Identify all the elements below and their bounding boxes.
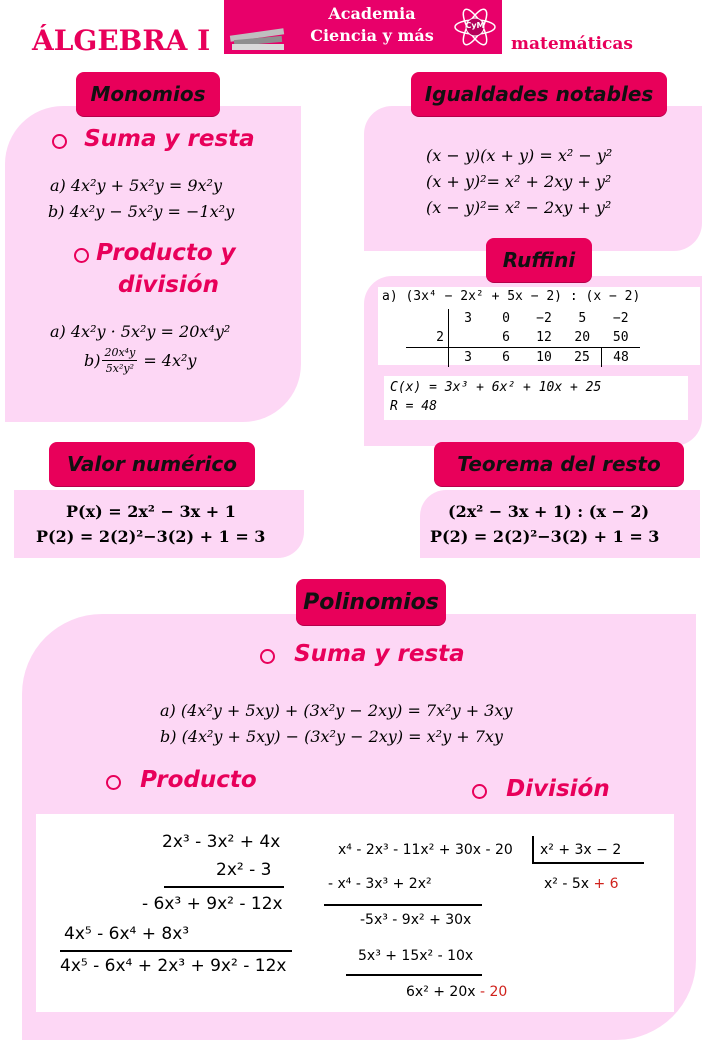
remainder-red-term: - 20 [480,984,508,1000]
producto-line-2: 2x² - 3 [216,860,272,880]
ruffini-cell [449,328,488,348]
logo-line-2: Ciencia y más [310,26,434,45]
producto-line-1: 2x³ - 3x² + 4x [162,832,281,852]
monomios-suma-a: a) 4x²y + 5x²y = 9x²y [50,176,222,195]
ruffini-quotient: C(x) = 3x³ + 6x² + 10x + 25 [390,380,602,395]
producto-line-5: 4x⁵ - 6x⁴ + 2x³ + 9x² - 12x [60,956,287,976]
ruffini-cell: 12 [536,330,552,345]
polinomios-label: Polinomios [296,579,446,625]
ruffini-table [406,309,640,367]
division-step-2: -5x³ - 9x² + 30x [360,912,472,928]
ruffini-cell: 3 [449,348,488,368]
academy-logo [224,0,502,54]
polinomios-producto-heading: Producto [106,767,257,793]
resto-line-1: (2x² − 3x + 1) : (x − 2) [448,502,650,521]
monomios-producto-heading-2: división [118,272,219,298]
ruffini-row-3 [406,348,640,368]
division-step-1: - x⁴ - 3x³ + 2x² [328,876,432,892]
bullet-icon [52,134,67,149]
polinomios-suma-a: a) (4x²y + 5xy) + (3x²y − 2xy) = 7x²y + 3xy [160,701,513,720]
division-step-3: 5x³ + 15x² - 10x [358,948,474,964]
page-title: ÁLGEBRA I [32,24,211,57]
division-dividend: x⁴ - 2x³ - 11x² + 30x - 20 [338,842,513,858]
division-quotient: x² - 5x + 6 [544,876,619,892]
resto-label: Teorema del resto [434,442,684,486]
igualdades-line-2: (x + y)²= x² + 2xy + y² [426,172,612,191]
ruffini-cell: 20 [574,330,591,345]
valor-line-1: P(x) = 2x² − 3x + 1 [66,502,236,521]
page-subtitle: matemáticas [511,34,633,54]
bullet-icon [260,649,275,664]
ruffini-cell: 0 [502,311,510,326]
igualdades-label: Igualdades notables [411,72,667,116]
igualdades-line-3: (x − y)²= x² − 2xy + y² [426,198,612,217]
producto-line-3: - 6x³ + 9x² - 12x [142,894,283,914]
logo-line-1: Academia [328,4,416,23]
producto-rule-1 [164,886,284,888]
division-divisor: x² + 3x − 2 [540,842,622,858]
producto-line-4: 4x⁵ - 6x⁴ + 8x³ [64,924,190,944]
ruffini-problem: a) (3x⁴ − 2x² + 5x − 2) : (x − 2) [382,289,641,304]
igualdades-line-1: (x − y)(x + y) = x² − y² [426,146,613,165]
ruffini-cell [406,348,449,368]
monomios-prod-a: a) 4x²y · 5x²y = 20x⁴y² [50,322,231,341]
ruffini-cell: 25 [563,348,602,368]
ruffini-cell: 6 [502,330,510,345]
ruffini-cell [406,309,449,328]
ruffini-cell: 2 [436,330,444,345]
logo-badge: CyM [465,21,485,30]
division-step-4: 6x² + 20x - 20 [406,984,508,1000]
monomios-prod-b: b) $\frac{\text{20x⁴y}}{\text{5x²y²}}$ = 4x²y [84,346,197,375]
ruffini-table-box [378,287,700,365]
valor-line-2: P(2) = 2(2)²−3(2) + 1 = 3 [36,527,266,546]
producto-rule-2 [60,950,292,952]
ruffini-label: Ruffini [486,238,592,282]
valor-panel [14,490,304,558]
polinomios-division-heading: División [472,776,610,802]
monomios-suma-b: b) 4x²y − 5x²y = −1x²y [48,202,235,221]
ruffini-row-2 [406,328,640,348]
bullet-icon [106,775,121,790]
ruffini-cell: 5 [578,311,587,326]
books-icon [230,22,286,50]
valor-label: Valor numérico [49,442,255,486]
atom-logo-icon [452,4,498,50]
ruffini-cell: 6 [487,348,525,368]
ruffini-cell: 10 [525,348,563,368]
resto-panel [420,490,700,558]
fraction: $\frac{\text{20x⁴y}}{\text{5x²y²}}$ [104,346,136,375]
division-bracket-horizontal [532,862,644,864]
division-rule-2 [346,974,482,976]
resto-line-2: P(2) = 2(2)²−3(2) + 1 = 3 [430,527,660,546]
bullet-icon [472,784,487,799]
ruffini-cell: 50 [612,330,629,345]
ruffini-remainder-cell: 48 [602,348,641,368]
monomios-suma-heading: Suma y resta [52,126,255,152]
division-rule-1 [324,904,482,906]
ruffini-row-1 [406,309,640,328]
ruffini-result-box [384,376,688,420]
polinomios-suma-heading: Suma y resta [260,641,465,667]
ruffini-cell: −2 [536,311,552,326]
ruffini-remainder: R = 48 [390,399,437,414]
ruffini-cell: −2 [612,311,629,326]
division-bracket-vertical [532,836,534,862]
monomios-label: Monomios [76,72,220,116]
ruffini-cell: 3 [449,309,488,328]
operations-box [36,814,674,1012]
polinomios-suma-b: b) (4x²y + 5xy) − (3x²y − 2xy) = x²y + 7xy [160,727,503,746]
quotient-red-term: + 6 [593,876,619,892]
bullet-icon [74,248,89,263]
monomios-producto-heading: Producto y [74,240,236,266]
